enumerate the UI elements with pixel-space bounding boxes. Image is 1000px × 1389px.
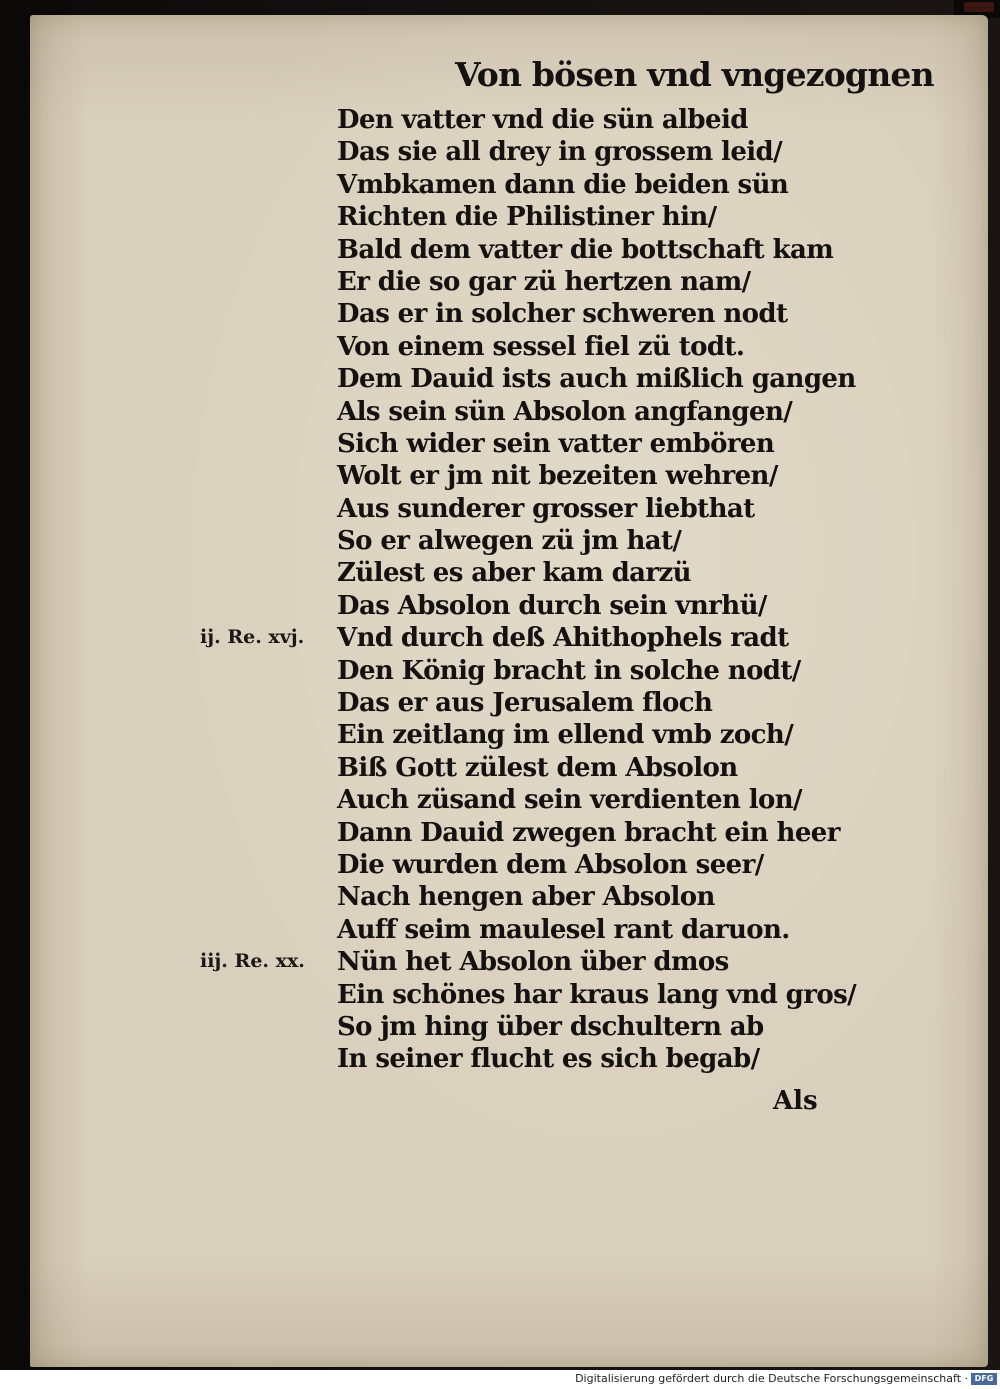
verse-line: Das er aus Jerusalem floch [337, 688, 713, 719]
footer-bar [0, 1370, 1000, 1389]
verse-line: Dem Dauid ists auch mißlich gangen [337, 364, 856, 395]
verse-line: Das Absolon durch sein vnrhü/ [337, 590, 767, 621]
verse-line: Von einem sessel fiel zü todt. [337, 331, 745, 362]
margin-note: ij. Re. xvj. [200, 626, 305, 649]
running-head: Von bösen vnd vngezognen [455, 55, 934, 94]
verse-line: Biß Gott zülest dem Absolon [337, 752, 738, 783]
verse-line: So er alwegen zü jm hat/ [337, 526, 682, 557]
verse-line: Ein zeitlang im ellend vmb zoch/ [337, 720, 794, 751]
verse-line: Das er in solcher schweren nodt [337, 299, 788, 330]
verse-line: Auch züsand sein verdienten lon/ [337, 785, 802, 816]
verse-line: Ein schönes har kraus lang vnd gros/ [337, 979, 857, 1010]
verse-line: Nach hengen aber Absolon [337, 882, 715, 913]
verse-line: Aus sunderer grosser liebthat [337, 493, 755, 524]
verse-line: Wolt er jm nit bezeiten wehren/ [337, 461, 778, 492]
book-edge [964, 2, 994, 12]
verse-line: Richten die Philistiner hin/ [337, 202, 717, 233]
funding-credit: Digitalisierung gefördert durch die Deutsche Forschungsgemeinschaft · [575, 1372, 968, 1385]
verse-line: Die wurden dem Absolon seer/ [337, 849, 764, 880]
dfg-logo: DFG [971, 1373, 997, 1385]
verse-line: So jm hing über dschultern ab [337, 1011, 764, 1042]
verse-line: Den vatter vnd die sün albeid [337, 105, 748, 135]
verse-line: Vnd durch deß Ahithophels radt [337, 623, 789, 654]
verse-line: Auff seim maulesel rant daruon. [337, 914, 790, 945]
verse-line: Er die so gar zü hertzen nam/ [337, 266, 751, 297]
verse-line: Das sie all drey in grossem leid/ [337, 137, 783, 168]
verse-line: Den König bracht in solche nodt/ [337, 655, 801, 686]
verse-line: Sich wider sein vatter embören [337, 428, 775, 459]
verse-line: Vmbkamen dann die beiden sün [337, 169, 789, 200]
margin-note: iij. Re. xx. [200, 950, 305, 973]
verse-line: In seiner flucht es sich begab/ [337, 1044, 760, 1075]
verse-line: Zülest es aber kam darzü [337, 558, 691, 589]
verse-line: Als sein sün Absolon angfangen/ [337, 396, 793, 427]
catchword: Als [773, 1086, 818, 1116]
verse-block [337, 104, 857, 1076]
verse-line: Bald dem vatter die bottschaft kam [337, 234, 834, 265]
verse-line: Nün het Absolon über dmos [337, 947, 729, 978]
verse-line: Dann Dauid zwegen bracht ein heer [337, 817, 840, 848]
